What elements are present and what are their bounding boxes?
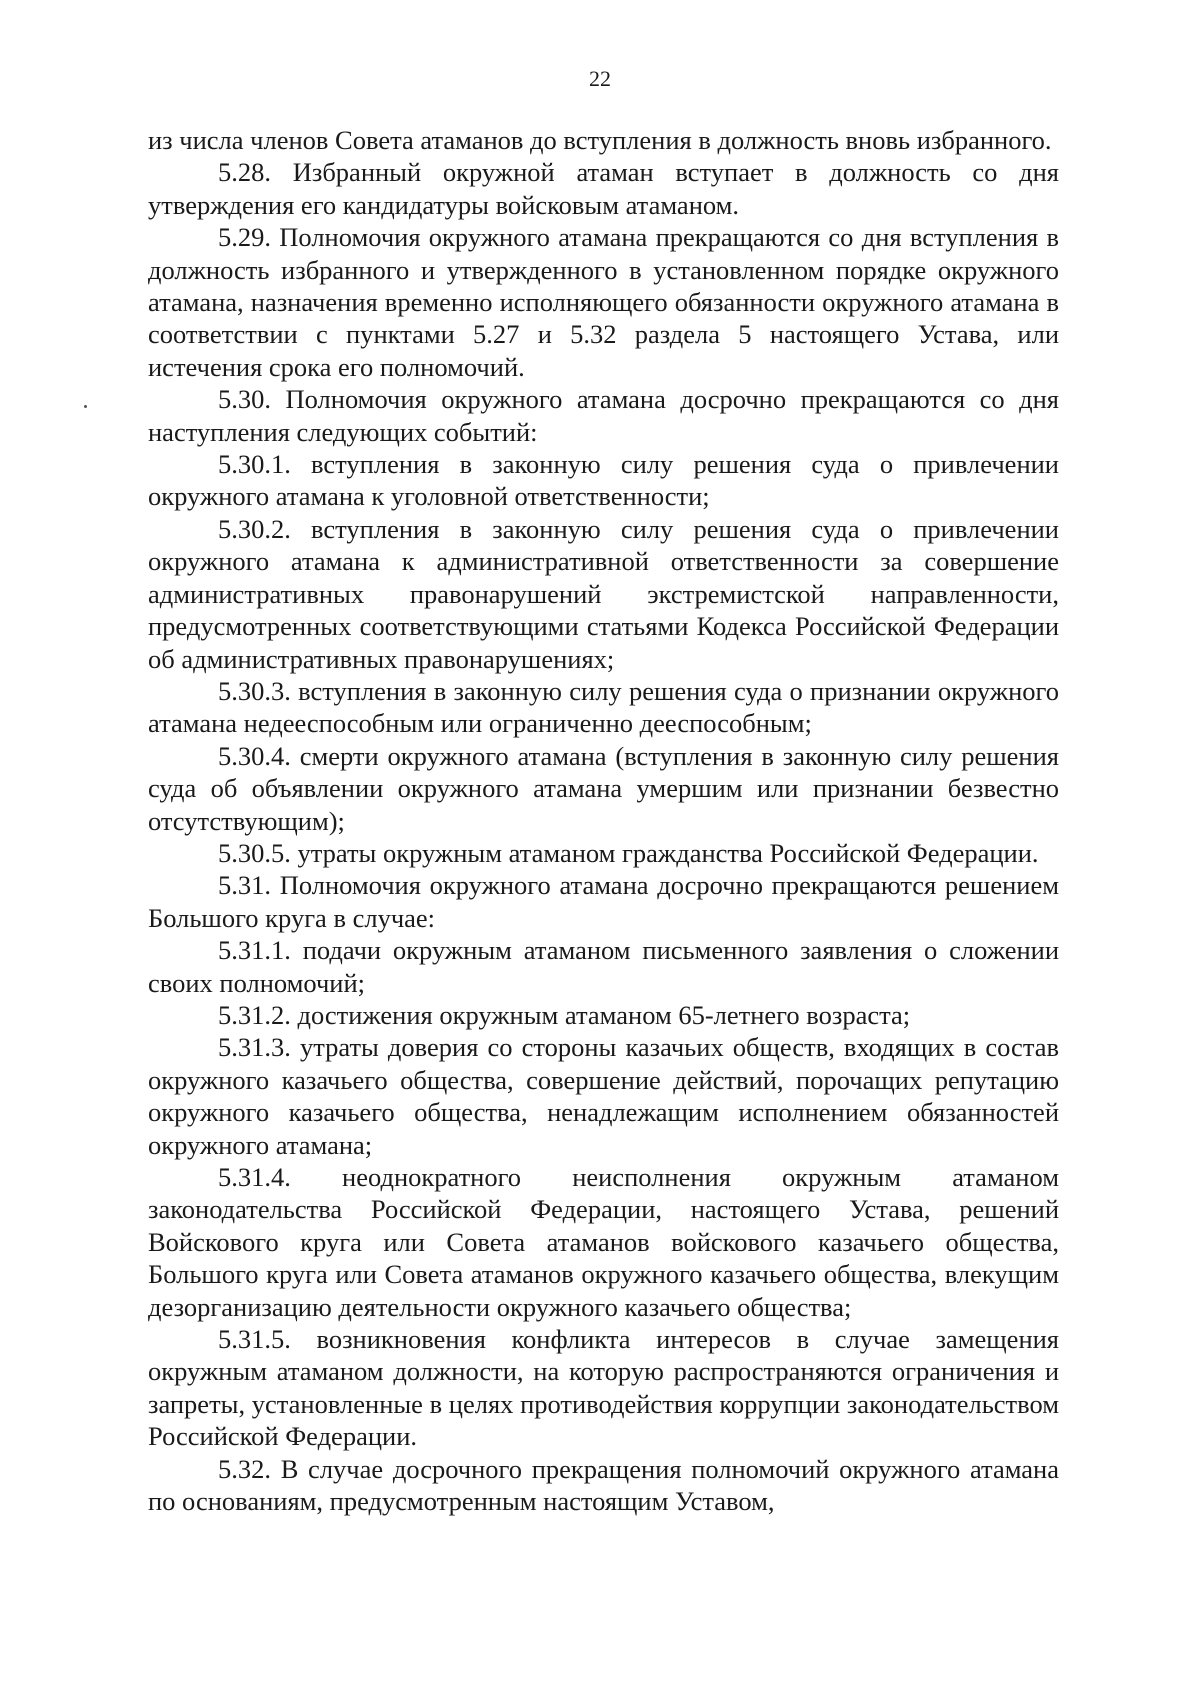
paragraph: 5.30.2. вступления в законную силу решения суда о привлечении окружного атамана к административной ответственности за совершение административных правонарушений экстремистской направленности, предусмотренных соответствующими статьями Кодекса Российской Федерации об административных правонарушениях;: [148, 513, 1059, 674]
paragraph: 5.32. В случае досрочного прекращения полномочий окружного атамана по основаниям, предусмотренным настоящим Уставом,: [148, 1453, 1059, 1517]
paragraph: 5.31. Полномочия окружного атамана досрочно прекращаются решением Большого круга в случае:: [148, 870, 1059, 933]
page-number: 22: [589, 66, 611, 91]
paragraph: из числа членов Совета атаманов до вступления в должность вновь избранного.: [148, 125, 1052, 155]
paragraph: 5.31.3. утраты доверия со стороны казачьих обществ, входящих в состав окружного казачьего общества, совершение действий, порочащих репутацию окружного казачьего общества, ненадлежащим исполнением обязанностей окружного атамана;: [148, 1032, 1059, 1160]
paragraph: 5.30.4. смерти окружного атамана (вступления в законную силу решения суда об объявлении окружного атамана умершим или признании безвестно отсутствующим);: [148, 740, 1059, 836]
paragraph: 5.30. Полномочия окружного атамана досрочно прекращаются со дня наступления следующих событий:: [148, 384, 1059, 447]
paragraph: 5.31.5. возникновения конфликта интересов в случае замещения окружным атаманом должности, на которую распространяются ограничения и запреты, установленные в целях противодействия коррупции законодательством Российской Федерации.: [148, 1324, 1059, 1452]
paragraph: 5.31.4. неоднократного неисполнения окружным атаманом законодательства Российской Федерации, настоящего Устава, решений Войскового круга или Совета атаманов войскового казачьего общества, Большого круга или Совета атаманов окружного казачьего общества, влекущим дезорганизацию деятельности окружного казачьего общества;: [148, 1162, 1059, 1322]
paragraph: 5.29. Полномочия окружного атамана прекращаются со дня вступления в должность избранного и утвержденного в установленном порядке окружного атамана, назначения временно исполняющего обязанности окружного атамана в соответствии с пунктами 5.27 и 5.32 раздела 5 настоящего Устава, или истечения срока его полномочий.: [148, 222, 1059, 382]
document-body: [148, 124, 1059, 1517]
scan-speck: [84, 405, 87, 408]
paragraph: 5.30.5. утраты окружным атаманом гражданства Российской Федерации.: [218, 837, 1039, 868]
paragraph: 5.31.1. подачи окружным атаманом письменного заявления о сложении своих полномочий;: [148, 935, 1059, 998]
paragraph: 5.28. Избранный окружной атаман вступает в должность со дня утверждения его кандидатуры войсковым атаманом.: [148, 157, 1059, 220]
paragraph: 5.30.1. вступления в законную силу решения суда о привлечении окружного атамана к уголовной ответственности;: [148, 449, 1059, 512]
paragraph: 5.30.3. вступления в законную силу решения суда о признании окружного атамана недееспособным или ограниченно дееспособным;: [148, 675, 1059, 739]
paragraph: 5.31.2. достижения окружным атаманом 65-летнего возраста;: [218, 999, 911, 1030]
